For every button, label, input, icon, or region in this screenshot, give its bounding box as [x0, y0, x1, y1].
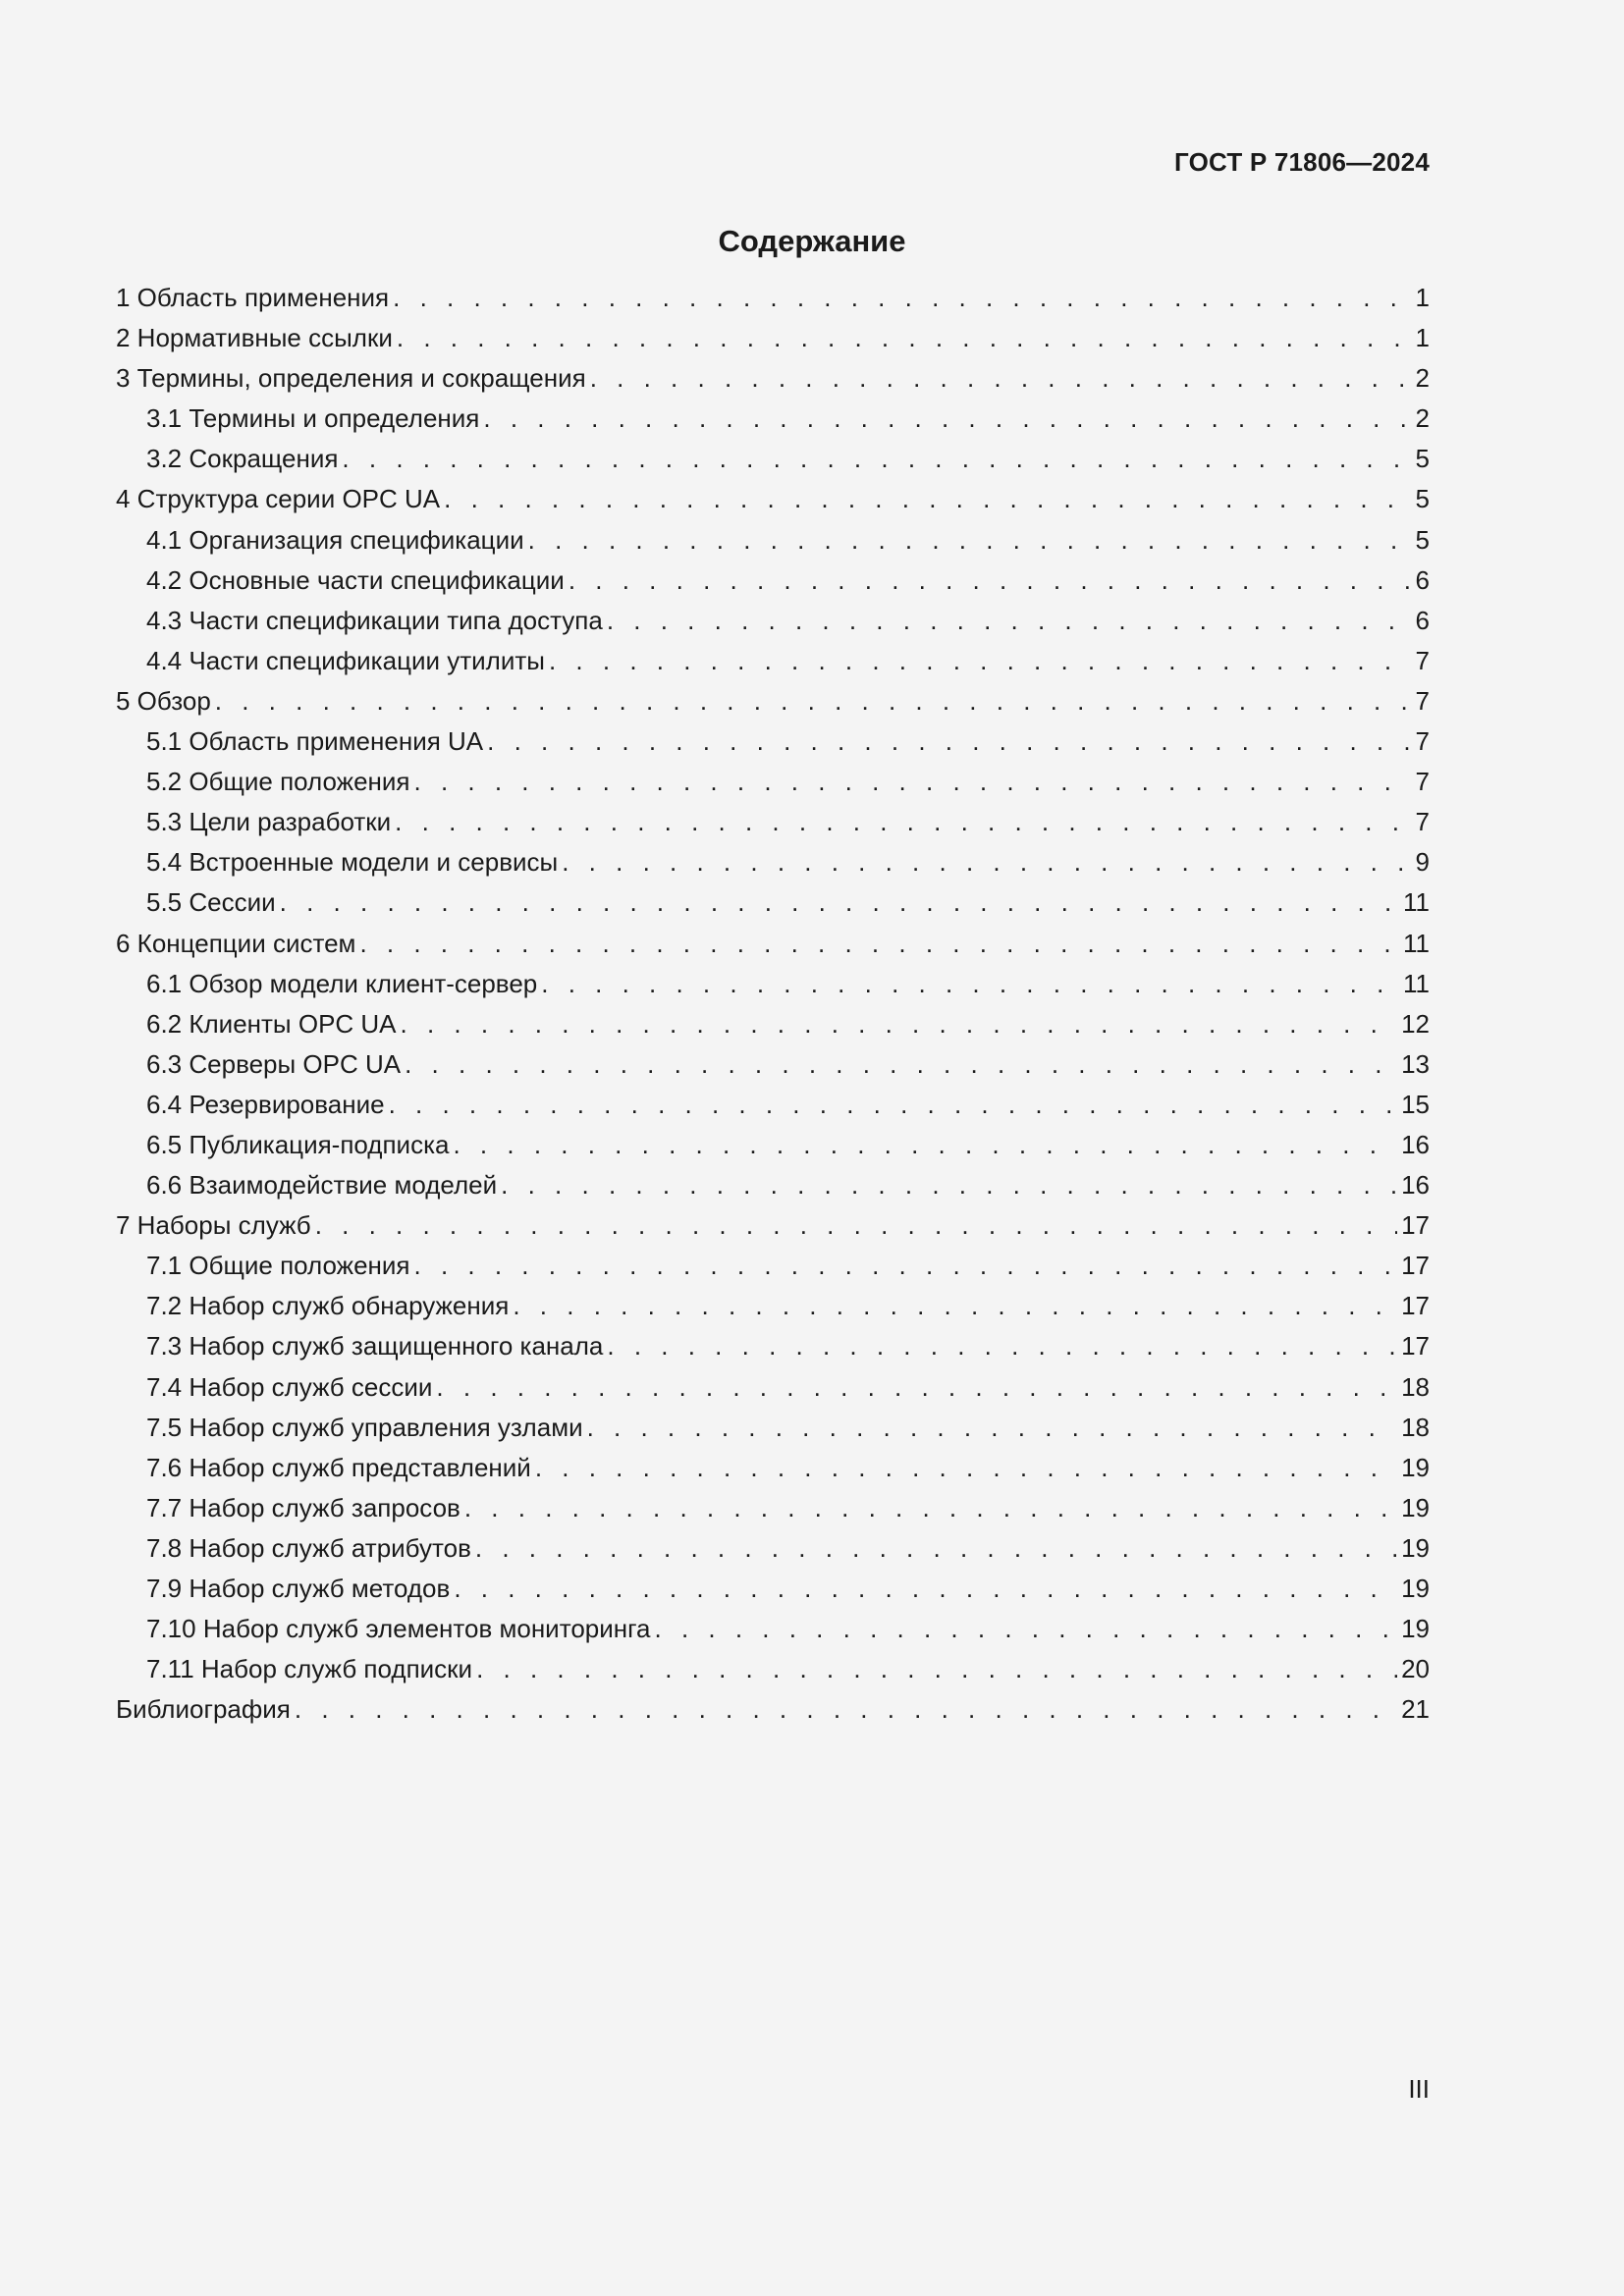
toc-entry[interactable] — [116, 484, 1430, 524]
toc-entry-label: 5.2 Общие положения — [146, 767, 410, 797]
toc-entry-label: 7.4 Набор служб сессии — [146, 1371, 433, 1402]
toc-entry-page: 11 — [1403, 928, 1430, 958]
toc-entry-page: 19 — [1401, 1492, 1430, 1522]
toc-entry-label: 7.2 Набор служб обнаружения — [146, 1291, 510, 1321]
toc-entry-page: 5 — [1415, 484, 1430, 514]
toc-entry[interactable] — [116, 1654, 1430, 1694]
toc-entry-label: 3.1 Термины и определения — [146, 403, 480, 434]
toc-entry-label: 7.7 Набор служб запросов — [146, 1492, 460, 1522]
toc-entry-page: 20 — [1401, 1654, 1430, 1684]
toc-entry[interactable] — [116, 1372, 1430, 1413]
toc-entry[interactable] — [116, 1090, 1430, 1130]
toc-dot-leader — [607, 1331, 1397, 1362]
toc-entry-label: 6.5 Публикация-подписка — [146, 1129, 450, 1159]
toc-entry-page: 7 — [1415, 726, 1430, 757]
toc-entry-page: 21 — [1401, 1694, 1430, 1725]
toc-entry-page: 11 — [1403, 887, 1430, 918]
toc-entry[interactable] — [116, 1614, 1430, 1654]
toc-dot-leader — [444, 484, 1411, 514]
toc-entry-page: 6 — [1415, 564, 1430, 595]
toc-entry[interactable] — [116, 1251, 1430, 1291]
toc-entry-label: 6 Концепции систем — [116, 928, 356, 958]
toc-entry[interactable] — [116, 1291, 1430, 1331]
toc-entry-page: 15 — [1401, 1089, 1430, 1119]
toc-entry-page: 19 — [1401, 1532, 1430, 1563]
toc-entry[interactable] — [116, 525, 1430, 565]
toc-entry-label: 7.5 Набор служб управления узлами — [146, 1412, 583, 1442]
toc-dot-leader — [541, 969, 1399, 999]
toc-dot-leader — [397, 323, 1412, 353]
toc-dot-leader — [590, 363, 1412, 394]
toc-entry[interactable] — [116, 1533, 1430, 1574]
toc-entry-label: 4.1 Организация спецификации — [146, 524, 524, 555]
toc-entry-page: 12 — [1401, 1008, 1430, 1039]
toc-entry[interactable] — [116, 807, 1430, 847]
toc-entry-page: 1 — [1415, 323, 1430, 353]
toc-entry-label: 6.6 Взаимодействие моделей — [146, 1170, 498, 1201]
toc-entry-label: 7.9 Набор служб методов — [146, 1574, 451, 1603]
toc-dot-leader — [501, 1170, 1397, 1201]
toc-title: Содержание — [718, 224, 906, 258]
toc-entry-page: 19 — [1401, 1452, 1430, 1482]
toc-entry-page: 19 — [1401, 1614, 1430, 1644]
toc-entry-label: 5.1 Область применения UA — [146, 726, 484, 757]
toc-entry-label: 7.1 Общие положения — [146, 1251, 410, 1281]
toc-entry-label: 6.4 Резервирование — [146, 1089, 385, 1119]
toc-entry-label: 6.2 Клиенты OPC UA — [146, 1008, 397, 1039]
toc-dot-leader — [280, 887, 1399, 918]
toc-entry-label: 3 Термины, определения и сокращения — [116, 363, 586, 394]
toc-entry-label: 1 Область применения — [116, 283, 390, 312]
toc-entry-page: 18 — [1401, 1412, 1430, 1442]
toc-entry-label: 4.3 Части спецификации типа доступа — [146, 605, 603, 635]
toc-entry[interactable] — [116, 363, 1430, 403]
toc-entry[interactable] — [116, 1574, 1430, 1614]
toc-entry-label: 3.2 Сокращения — [146, 444, 339, 474]
toc-dot-leader — [389, 1090, 1397, 1120]
table-of-contents — [116, 283, 1430, 1735]
toc-dot-leader — [549, 646, 1412, 676]
toc-entry[interactable] — [116, 1130, 1430, 1170]
toc-entry[interactable] — [116, 1210, 1430, 1251]
toc-entry[interactable] — [116, 847, 1430, 887]
toc-dot-leader — [513, 1291, 1397, 1321]
toc-entry-label: 7.8 Набор служб атрибутов — [146, 1532, 471, 1563]
toc-dot-leader — [475, 1533, 1397, 1564]
toc-dot-leader — [454, 1574, 1397, 1604]
toc-entry-label: 7.3 Набор служб защищенного канала — [146, 1331, 604, 1362]
toc-dot-leader — [587, 1413, 1397, 1443]
toc-entry[interactable] — [116, 1493, 1430, 1533]
toc-entry[interactable] — [116, 1170, 1430, 1210]
toc-entry-label: 7.10 Набор служб элементов мониторинга — [146, 1614, 651, 1644]
toc-entry[interactable] — [116, 606, 1430, 646]
toc-dot-leader — [562, 847, 1411, 878]
toc-entry-page: 17 — [1401, 1331, 1430, 1362]
toc-entry[interactable] — [116, 726, 1430, 767]
toc-entry-page: 16 — [1401, 1129, 1430, 1159]
toc-entry[interactable] — [116, 969, 1430, 1009]
toc-entry-label: 5 Обзор — [116, 685, 211, 716]
toc-entry[interactable] — [116, 1453, 1430, 1493]
toc-dot-leader — [483, 403, 1411, 434]
toc-entry-page: 2 — [1415, 363, 1430, 394]
toc-entry-page: 7 — [1415, 645, 1430, 675]
toc-entry[interactable] — [116, 929, 1430, 969]
toc-entry[interactable] — [116, 1049, 1430, 1090]
toc-dot-leader — [568, 565, 1412, 596]
toc-entry-page: 19 — [1401, 1574, 1430, 1603]
toc-entry[interactable] — [116, 646, 1430, 686]
toc-entry-page: 11 — [1403, 968, 1430, 998]
toc-entry-page: 7 — [1415, 807, 1430, 837]
toc-entry[interactable] — [116, 403, 1430, 444]
toc-entry-page: 2 — [1415, 403, 1430, 434]
toc-dot-leader — [359, 929, 1399, 959]
toc-entry-page: 16 — [1401, 1170, 1430, 1201]
toc-entry[interactable] — [116, 1694, 1430, 1735]
toc-dot-leader — [393, 283, 1411, 313]
toc-dot-leader — [215, 686, 1412, 717]
toc-entry-label: 5.3 Цели разработки — [146, 807, 392, 837]
toc-entry[interactable] — [116, 323, 1430, 363]
toc-entry-label: 6.3 Серверы OPC UA — [146, 1048, 402, 1079]
toc-entry-page: 1 — [1415, 283, 1430, 312]
toc-entry-label: Библиография — [116, 1694, 291, 1725]
toc-entry-page: 17 — [1401, 1291, 1430, 1321]
toc-entry-label: 7 Наборы служб — [116, 1210, 311, 1241]
toc-entry[interactable] — [116, 686, 1430, 726]
toc-entry-label: 6.1 Обзор модели клиент-сервер — [146, 968, 538, 998]
toc-entry[interactable] — [116, 767, 1430, 807]
toc-dot-leader — [528, 525, 1412, 556]
toc-dot-leader — [395, 807, 1411, 837]
toc-entry-page: 17 — [1401, 1210, 1430, 1241]
toc-dot-leader — [436, 1372, 1397, 1403]
toc-entry[interactable] — [116, 283, 1430, 323]
toc-entry-label: 2 Нормативные ссылки — [116, 323, 393, 353]
page-number: III — [1408, 2074, 1430, 2104]
toc-entry-label: 4.4 Части спецификации утилиты — [146, 645, 545, 675]
toc-entry-label: 7.11 Набор служб подписки — [146, 1654, 473, 1684]
toc-entry[interactable] — [116, 1413, 1430, 1453]
document-code: ГОСТ Р 71806—2024 — [1174, 147, 1430, 177]
toc-dot-leader — [535, 1453, 1397, 1483]
toc-entry-page: 17 — [1401, 1251, 1430, 1281]
toc-entry-label: 4.2 Основные части спецификации — [146, 564, 565, 595]
toc-dot-leader — [401, 1009, 1398, 1040]
toc-dot-leader — [453, 1130, 1397, 1160]
toc-dot-leader — [342, 444, 1411, 474]
toc-entry-label: 7.6 Набор служб представлений — [146, 1452, 531, 1482]
toc-entry[interactable] — [116, 444, 1430, 484]
toc-entry-label: 4 Структура серии OPC UA — [116, 484, 441, 514]
toc-entry-page: 13 — [1401, 1048, 1430, 1079]
toc-entry-page: 7 — [1415, 685, 1430, 716]
toc-entry[interactable] — [116, 565, 1430, 606]
toc-entry-page: 5 — [1415, 524, 1430, 555]
toc-dot-leader — [405, 1049, 1397, 1080]
toc-dot-leader — [464, 1493, 1397, 1523]
toc-entry-page: 5 — [1415, 444, 1430, 474]
toc-entry[interactable] — [116, 1009, 1430, 1049]
toc-dot-leader — [414, 1251, 1398, 1281]
toc-entry-page: 18 — [1401, 1371, 1430, 1402]
toc-dot-leader — [315, 1210, 1397, 1241]
toc-dot-leader — [487, 726, 1411, 757]
toc-entry-page: 7 — [1415, 767, 1430, 797]
toc-dot-leader — [607, 606, 1412, 636]
toc-entry[interactable] — [116, 1331, 1430, 1371]
toc-entry-page: 6 — [1415, 605, 1430, 635]
toc-entry-page: 9 — [1415, 847, 1430, 878]
toc-dot-leader — [295, 1694, 1397, 1725]
toc-dot-leader — [414, 767, 1412, 797]
toc-entry-label: 5.5 Сессии — [146, 887, 276, 918]
toc-dot-leader — [655, 1614, 1398, 1644]
toc-entry[interactable] — [116, 887, 1430, 928]
toc-entry-label: 5.4 Встроенные модели и сервисы — [146, 847, 559, 878]
toc-dot-leader — [476, 1654, 1397, 1684]
